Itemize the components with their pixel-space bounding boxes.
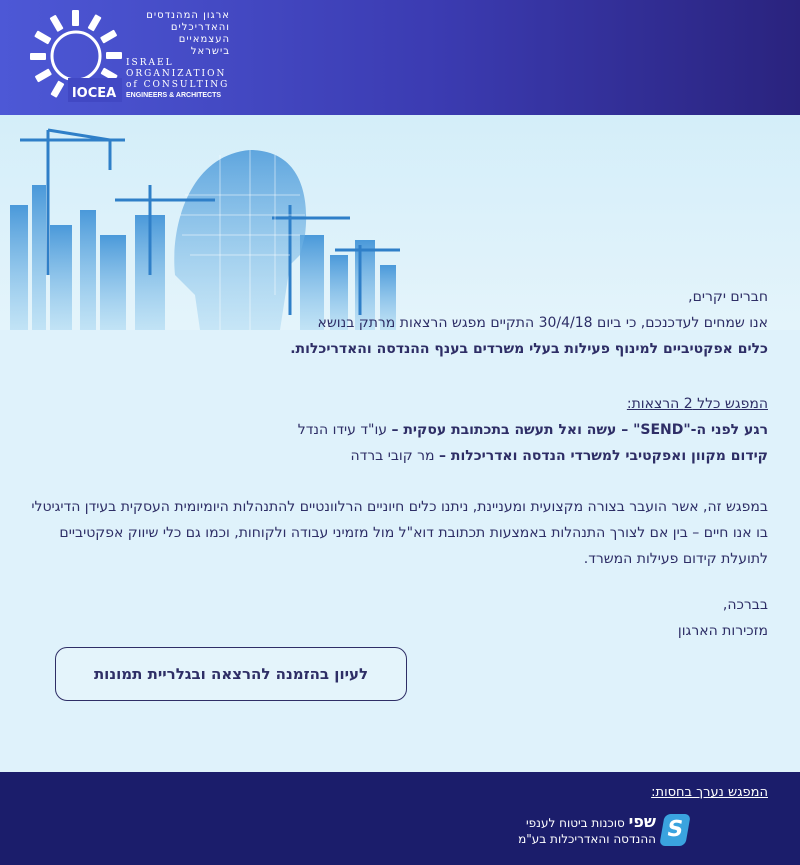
greeting: חברים יקרים, [688,289,768,305]
sun-rays-logo-icon [28,8,124,104]
logo-english-line: ISRAEL [126,58,174,68]
logo-hebrew-line: העצמאיים [178,34,230,45]
lecture-title: רגע לפני ה-"SEND" – עשה ואל תעשה בתכתובת עסקית – [391,422,768,438]
header-banner [0,0,800,115]
lectures-heading: המפגש כלל 2 הרצאות: [626,396,768,412]
logo-english-line: of CONSULTING [126,80,230,90]
intro-line: אנו שמחים לעדכנכם, כי ביום 30/4/18 התקיים מפגש הרצאות מרתק בנושא [317,315,768,331]
sponsor-desc-2: ההנדסה והאדריכלות בע"מ [518,832,656,846]
construction-skyline-icon [0,115,420,330]
topic-line: כלים אפקטיביים למינוף פעילות בעלי משרדים בענף ההנדסה והאדריכלות. [290,341,768,357]
sponsor-desc-1: סוכנות ביטוח לענפי [525,816,625,830]
logo-english-small: ENGINEERS & ARCHITECTS [126,92,222,99]
sponsor-line-1 [526,812,656,831]
logo-text [126,10,230,101]
logo-hebrew-line: והאדריכלים [170,22,230,33]
sponsor-label: המפגש נערך בחסות: [651,785,768,800]
closing: בברכה, [722,597,768,613]
sponsor-logo[interactable] [488,812,688,852]
logo-hebrew-line: בישראל [190,46,230,57]
sponsor-s-icon: S [659,814,691,846]
logo-abbr: IOCEA [71,86,117,101]
lecture-speaker: עו"ד עידו הנדל [297,422,392,438]
lecture-item [350,446,768,466]
logo-hebrew-line: ארגון המהנדסים [146,10,230,21]
iocea-logo[interactable] [28,8,230,108]
lecture-title: קידום מקוון ואפקטיבי למשרדי הנדסה ואדריכלות – [439,448,768,464]
sponsor-name: שפי [628,812,656,831]
lecture-speaker: מר קובי ברדה [350,448,439,464]
logo-english-line: ORGANIZATION [126,69,227,79]
hero-illustration [0,115,800,330]
cta-label: לעיון בהזמנה להרצאה ובגלריית תמונות [93,665,369,683]
body-paragraph: במפגש זה, אשר הועבר בצורה מקצועית ומעניינת, ניתנו כלים חיוניים הרלוונטיים להתנהלות היומיומית העסקית בעידן הדיגיטלי בו אנו חיים – בין אם לצורך התנהלות באמצעות תכתובת דוא"ל מול מזמיני עבודה ולקוחות, וכמו גם כלי שיווק אפקטיביים לתועלת קידום פעילות המשרד. [31,499,768,567]
invitation-gallery-button[interactable] [55,647,407,701]
signature: מזכירות הארגון [677,623,768,639]
footer [0,772,800,865]
lecture-item [298,420,768,440]
